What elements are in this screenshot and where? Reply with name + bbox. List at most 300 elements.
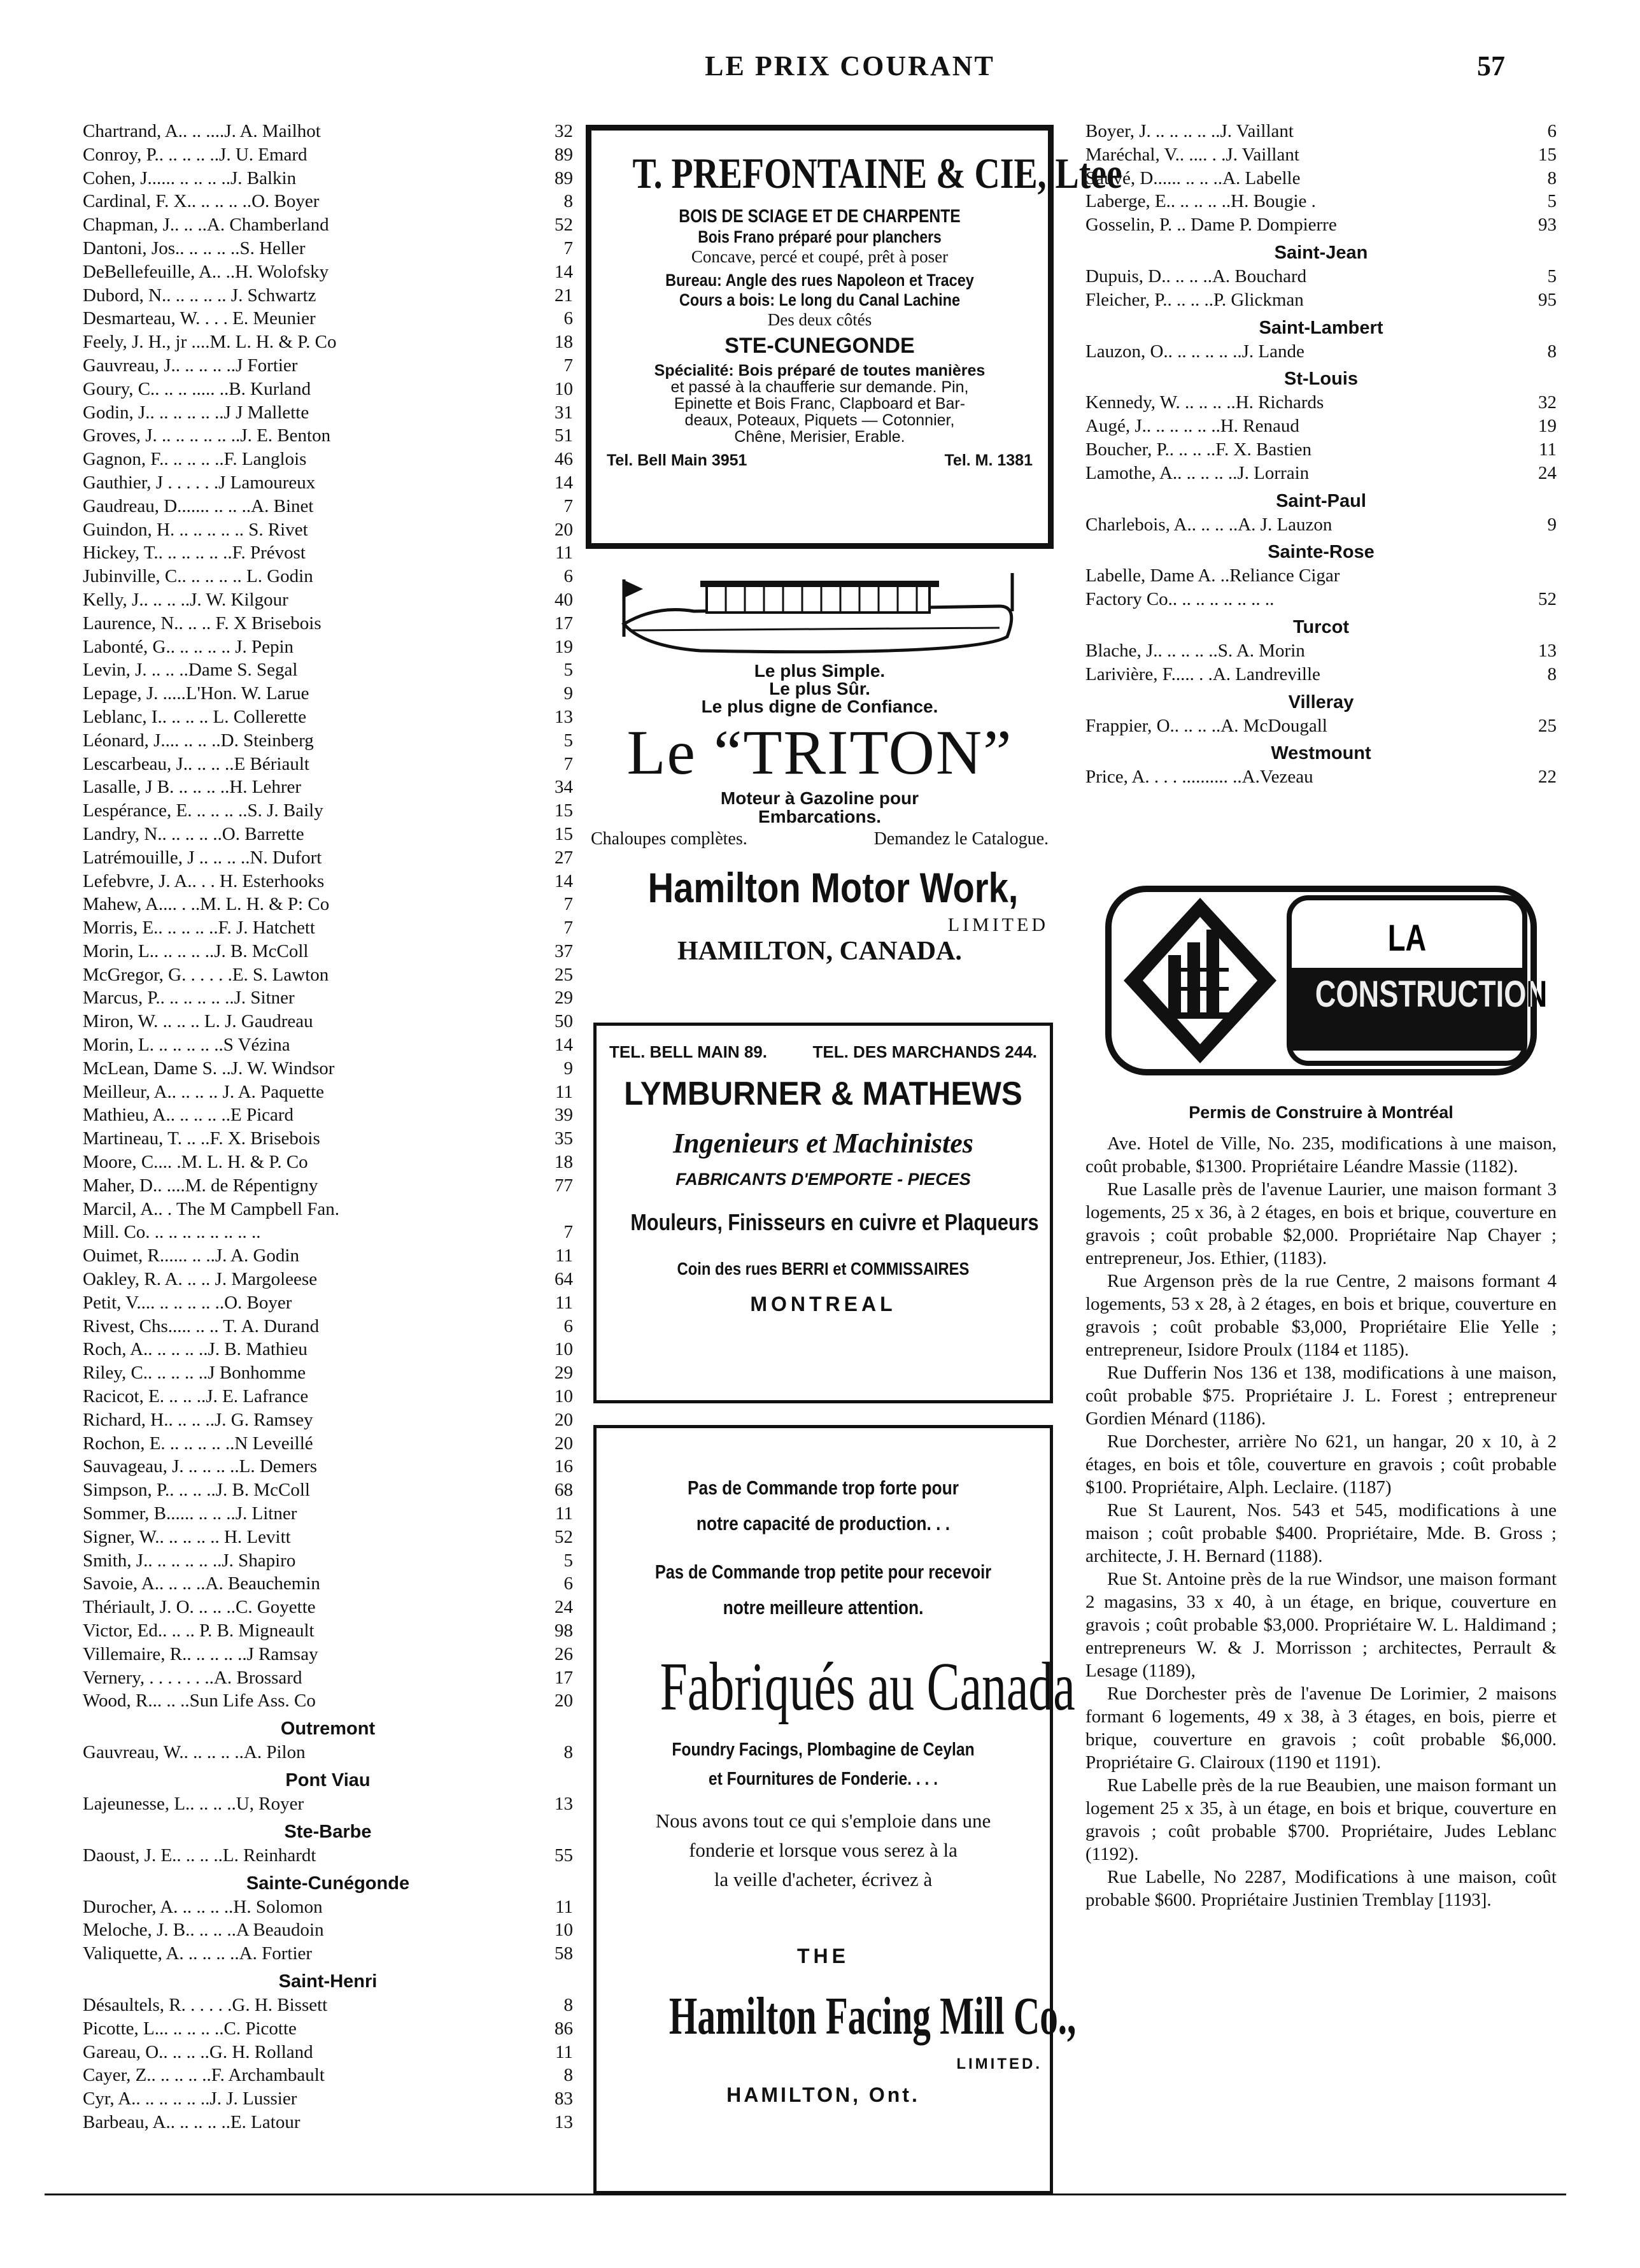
ad-lymburner-city: MONTREAL <box>750 1293 896 1315</box>
permit-list-item <box>83 401 573 425</box>
permit-list-item <box>83 1315 573 1338</box>
amount: 13 <box>555 2111 573 2132</box>
owner-and-contractor: Maréchal, V.. .... . .J. Vaillant <box>1085 144 1299 165</box>
owner-and-contractor: Daoust, J. E.. .. .. ..L. Reinhardt <box>83 1845 316 1866</box>
page-number: 57 <box>1477 50 1505 82</box>
owner-and-contractor: Marcil, A.. . The M Campbell Fan. <box>83 1198 339 1219</box>
permit-list-item <box>83 1081 573 1104</box>
motorboat-illustration <box>618 567 1025 662</box>
amount: 7 <box>563 918 573 939</box>
amount: 6 <box>563 1315 573 1336</box>
permit-list-item <box>83 1619 573 1643</box>
owner-and-contractor: Barbeau, A.. .. .. .. ..E. Latour <box>83 2111 300 2132</box>
ad-triton-chaloupes: Chaloupes complètes. <box>591 829 747 849</box>
permit-list-item <box>1085 639 1557 663</box>
permit-list-item <box>83 1010 573 1033</box>
permit-list-item <box>83 424 573 448</box>
permit-list-item <box>83 565 573 588</box>
section-heading: Villeray <box>1288 691 1354 712</box>
amount: 52 <box>555 1526 573 1547</box>
permit-list-item <box>83 448 573 471</box>
permit-list-item <box>83 1361 573 1385</box>
amount: 32 <box>555 121 573 141</box>
owner-and-contractor: Chartrand, A.. .. ....J. A. Mailhot <box>83 121 321 141</box>
ad-prefontaine-line: Cours a bois: Le long du Canal Lachine <box>679 290 961 309</box>
permit-list-item <box>1085 143 1557 167</box>
permits-articles <box>1085 1132 1557 1911</box>
bottom-rule <box>45 2194 1566 2195</box>
amount: 24 <box>555 1597 573 1618</box>
amount: 6 <box>563 566 573 587</box>
permit-list-item <box>83 986 573 1010</box>
owner-and-contractor: Gauvreau, W.. .. .. .. ..A. Pilon <box>83 1742 306 1763</box>
owner-and-contractor: Latrémouille, J .. .. .. ..N. Dufort <box>83 847 322 868</box>
owner-and-contractor: DeBellefeuille, A.. ..H. Wolofsky <box>83 261 329 282</box>
permit-list-item <box>83 1844 573 1868</box>
permit-list-item <box>83 284 573 308</box>
amount: 8 <box>563 191 573 212</box>
owner-and-contractor: Petit, V.... .. .. .. .. ..O. Boyer <box>83 1292 292 1313</box>
amount: 20 <box>555 1690 573 1712</box>
permit-article: Rue Dufferin Nos 136 et 138, modifications à une maison, coût probable $75. Propriétaire J. L. Forest ; entrepreneur Gordien Ménard (1186). <box>1085 1363 1557 1429</box>
ad-lymburner-fabricants: FABRICANTS D'EMPORTE - PIECES <box>675 1170 971 1189</box>
owner-and-contractor: Durocher, A. .. .. .. ..H. Solomon <box>83 1896 323 1917</box>
amount: 8 <box>563 1742 573 1763</box>
amount: 14 <box>555 472 573 493</box>
permit-list-item <box>83 776 573 799</box>
amount: 58 <box>555 1943 573 1964</box>
owner-and-contractor: Meloche, J. B.. .. .. ..A Beaudoin <box>83 1920 324 1941</box>
ad-hamilton-text: Nous avons tout ce qui s'emploie dans une <box>655 1810 991 1832</box>
permit-list-item <box>83 1455 573 1478</box>
section-heading: Sainte-Cunégonde <box>246 1873 410 1894</box>
ad-hamilton-text: la veille d'acheter, écrivez à <box>714 1868 933 1890</box>
amount: 7 <box>563 355 573 376</box>
owner-and-contractor: Rivest, Chs..... .. .. T. A. Durand <box>83 1315 320 1336</box>
amount: 52 <box>1538 589 1557 610</box>
ad-hamilton-text: notre meilleure attention. <box>723 1596 924 1619</box>
owner-and-contractor: Desmarteau, W. . . . E. Meunier <box>83 308 316 329</box>
owner-and-contractor: Gaudreau, D....... .. .. ..A. Binet <box>83 495 314 516</box>
permit-list-item <box>1085 340 1557 364</box>
left-permits-column <box>83 120 573 2134</box>
owner-and-contractor: Léonard, J.... .. .. ..D. Steinberg <box>83 730 314 751</box>
amount: 40 <box>555 589 573 610</box>
permit-list-item <box>83 120 573 143</box>
owner-and-contractor: Chapman, J.. .. ..A. Chamberland <box>83 215 329 236</box>
amount: 5 <box>563 730 573 751</box>
owner-and-contractor: Savoie, A.. .. .. ..A. Beauchemin <box>83 1573 320 1594</box>
permit-list-item <box>83 963 573 987</box>
amount: 7 <box>563 237 573 259</box>
amount: 55 <box>555 1845 573 1866</box>
permit-list-item <box>83 354 573 378</box>
owner-and-contractor: Dubord, N.. .. .. .. .. J. Schwartz <box>83 285 316 306</box>
permit-list-item <box>83 916 573 940</box>
amount: 24 <box>1538 462 1557 483</box>
owner-and-contractor: Signer, W.. .. .. .. .. H. Levitt <box>83 1526 291 1547</box>
owner-and-contractor: Mahew, A.... . ..M. L. H. & P: Co <box>83 894 330 915</box>
permit-list-item <box>83 1792 573 1816</box>
amount: 13 <box>555 1793 573 1814</box>
permit-list-item <box>83 658 573 682</box>
ad-hamilton-text: fonderie et lorsque vous serez à la <box>689 1839 958 1861</box>
permit-list-item <box>83 330 573 354</box>
owner-and-contractor: Lauzon, O.. .. .. .. .. ..J. Lande <box>1085 341 1304 362</box>
permit-list-item <box>1085 190 1557 213</box>
section-heading: Outremont <box>280 1719 376 1740</box>
owner-and-contractor: Charlebois, A.. .. .. ..A. J. Lauzon <box>1085 514 1332 535</box>
permit-list-item <box>1085 513 1557 537</box>
owner-and-contractor: Désaultels, R. . . . . .G. H. Bissett <box>83 1994 328 2015</box>
amount: 35 <box>555 1128 573 1149</box>
amount: 34 <box>555 777 573 798</box>
permit-list-item <box>83 1244 573 1268</box>
amount: 5 <box>563 660 573 681</box>
owner-and-contractor: Maher, D.. ....M. de Répentigny <box>83 1175 318 1196</box>
owner-and-contractor: Sauvé, D...... .. .. ..A. Labelle <box>1085 167 1301 188</box>
permit-article: Rue St. Antoine près de la rue Windsor, une maison formant 2 magasins, 33 x 40, à un étage, en brique, couverture en gravois ; coût probable $3,000. Propriétaire W. L. Haldimand ; entrepreneurs W. & J. Morrisson ; architectes, Perrault & Lesage (1189), <box>1085 1569 1557 1681</box>
ad-prefontaine-line: deaux, Poteaux, Piquets — Cotonnier, <box>684 411 955 429</box>
permit-list-item <box>83 471 573 495</box>
owner-and-contractor: Factory Co.. .. .. .. .. .. .. .. <box>1085 589 1275 610</box>
amount: 29 <box>555 1363 573 1384</box>
permit-list-item <box>83 1198 573 1221</box>
owner-and-contractor: Gareau, O.. .. .. ..G. H. Rolland <box>83 2041 313 2062</box>
permit-list-item <box>83 1666 573 1690</box>
permit-article: Rue Dorchester près de l'avenue De Lorimier, 2 maisons formant 6 logements, 49 x 38, à 3 étages, en bois, pierre et brique, couverture en gravois ; coût probable $6,000. Propriétaire G. Clairoux (1190 et 1191). <box>1085 1683 1557 1773</box>
amount: 20 <box>555 1433 573 1454</box>
owner-and-contractor: Laberge, E.. .. .. .. ..H. Bougie . <box>1085 191 1316 212</box>
amount: 89 <box>555 167 573 188</box>
permit-list-item <box>83 1478 573 1502</box>
permit-list-item <box>1085 415 1557 438</box>
permit-list-item <box>83 1174 573 1198</box>
permit-list-item <box>83 495 573 518</box>
ad-lymburner-tel-bell: TEL. BELL MAIN 89. <box>609 1042 767 1061</box>
owner-and-contractor: Riley, C.. .. .. .. ..J Bonhomme <box>83 1363 306 1384</box>
permit-list-item <box>83 2041 573 2064</box>
permit-list-item <box>1085 265 1557 288</box>
amount: 5 <box>1547 191 1557 212</box>
owner-and-contractor: Marcus, P.. .. .. .. .. ..J. Sitner <box>83 988 295 1009</box>
permit-list-item <box>83 1291 573 1315</box>
permit-list-item <box>83 1596 573 1619</box>
page-header <box>0 50 1640 88</box>
amount: 25 <box>1538 715 1557 736</box>
owner-and-contractor: Guindon, H. .. .. .. .. .. S. Rivet <box>83 519 308 540</box>
owner-and-contractor: Ouimet, R...... .. ..J. A. Godin <box>83 1245 299 1266</box>
ad-hamilton-facing <box>593 1425 1077 2194</box>
amount: 11 <box>555 1896 573 1917</box>
permit-list-item <box>83 1896 573 1919</box>
section-heading: Pont Viau <box>285 1769 371 1790</box>
amount: 95 <box>1538 289 1557 310</box>
amount: 20 <box>555 519 573 540</box>
owner-and-contractor: Simpson, P.. .. .. ..J. B. McColl <box>83 1480 310 1501</box>
ad-prefontaine-line: Spécialité: Bois préparé de toutes manières <box>654 362 986 379</box>
ad-lymburner-title: LYMBURNER & MATHEWS <box>624 1075 1022 1112</box>
owner-and-contractor: Dupuis, D.. .. .. ..A. Bouchard <box>1085 266 1307 287</box>
section-heading: Sainte-Rose <box>1268 542 1375 563</box>
permit-list-item <box>83 846 573 870</box>
amount: 31 <box>555 402 573 423</box>
ad-triton-slogan: Le plus Simple. <box>754 661 886 681</box>
owner-and-contractor: Lespérance, E. .. .. .. ..S. J. Baily <box>83 800 323 821</box>
permit-list-item <box>83 1103 573 1127</box>
permit-article: Rue Labelle près de la rue Beaubien, une maison formant un logement 25 x 35, à un étage, en bois et brique, couverture en gravois ; coût probable $700. Propriétaire, Judes Leblanc (1192). <box>1085 1775 1557 1864</box>
owner-and-contractor: Meilleur, A.. .. .. .. J. A. Paquette <box>83 1081 325 1102</box>
permit-list-item <box>83 612 573 635</box>
ad-prefontaine-line: Chêne, Merisier, Erable. <box>734 428 905 446</box>
right-permits-column <box>1085 120 1557 789</box>
permit-article: Rue Dorchester, arrière No 621, un hangar, 20 x 10, à 2 étages, en bois et tôle, couverture en gravois ; coût probable $100. Propriétaire, Alph. Leclaire. (1187) <box>1085 1431 1557 1498</box>
permit-list-item <box>83 1385 573 1408</box>
amount: 98 <box>555 1620 573 1641</box>
ad-prefontaine-phones <box>591 451 1048 470</box>
amount: 9 <box>563 683 573 704</box>
permit-list-item <box>83 823 573 846</box>
ad-prefontaine-line: Epinette et Bois Franc, Clapboard et Bar- <box>674 395 966 413</box>
amount: 7 <box>563 894 573 915</box>
permit-article: Rue Argenson près de la rue Centre, 2 maisons formant 4 logements, 53 x 28, à 2 étages, en bois et brique, couverture en gravois ; coût probable $3,000, Propriétaire Elie Yelle ; entrepreneur, Isidore Proulx (1184 et 1185). <box>1085 1271 1557 1360</box>
amount: 15 <box>555 800 573 821</box>
owner-and-contractor: Gosselin, P. .. Dame P. Dompierre <box>1085 215 1337 236</box>
owner-and-contractor: Landry, N.. .. .. .. ..O. Barrette <box>83 823 304 844</box>
amount: 10 <box>555 1386 573 1407</box>
owner-and-contractor: McLean, Dame S. ..J. W. Windsor <box>83 1058 335 1079</box>
permit-list-item <box>83 870 573 893</box>
owner-and-contractor: Oakley, R. A. .. .. J. Margoleese <box>83 1269 318 1290</box>
ad-triton-motor: Moteur à Gazoline pour <box>720 788 919 808</box>
owner-and-contractor: Richard, H.. .. .. ..J. G. Ramsey <box>83 1409 313 1430</box>
amount: 17 <box>555 613 573 634</box>
ad-prefontaine-tel-m: Tel. M. 1381 <box>944 451 1033 469</box>
amount: 14 <box>555 1035 573 1056</box>
amount: 18 <box>555 1152 573 1173</box>
permit-list-item <box>1085 663 1557 686</box>
amount: 8 <box>1547 663 1557 684</box>
amount: 52 <box>555 215 573 236</box>
owner-and-contractor: Racicot, E. .. .. ..J. E. Lafrance <box>83 1386 309 1407</box>
amount: 11 <box>555 1292 573 1313</box>
owner-and-contractor: Blache, J.. .. .. .. ..S. A. Morin <box>1085 640 1305 661</box>
owner-and-contractor: Levin, J. .. .. ..Dame S. Segal <box>83 660 298 681</box>
owner-and-contractor: Price, A. . . . .......... ..A.Vezeau <box>1085 767 1313 788</box>
amount: 50 <box>555 1011 573 1032</box>
amount: 15 <box>1538 144 1557 165</box>
owner-and-contractor: Conroy, P.. .. .. .. ..J. U. Emard <box>83 144 308 165</box>
owner-and-contractor: Lescarbeau, J.. .. .. ..E Bériault <box>83 753 309 774</box>
permit-list-item <box>83 1057 573 1081</box>
ad-triton-info <box>586 826 1054 852</box>
owner-and-contractor: Godin, J.. .. .. .. .. ..J J Mallette <box>83 402 309 423</box>
permit-list-item <box>83 1918 573 1942</box>
ad-prefontaine-line: BOIS DE SCIAGE ET DE CHARPENTE <box>679 206 961 227</box>
ad-prefontaine-tel-bell: Tel. Bell Main 3951 <box>607 451 747 469</box>
owner-and-contractor: Valiquette, A. .. .. .. ..A. Fortier <box>83 1943 313 1964</box>
amount: 26 <box>555 1643 573 1664</box>
permit-article: Ave. Hotel de Ville, No. 235, modifications à une maison, coût probable, $1300. Propriétaire Léandre Massie (1182). <box>1085 1133 1557 1177</box>
la-construction-logo <box>1105 885 1548 1076</box>
owner-and-contractor: Lamothe, A.. .. .. .. ..J. Lorrain <box>1085 462 1310 483</box>
amount: 5 <box>563 1550 573 1571</box>
amount: 19 <box>555 636 573 657</box>
owner-and-contractor: Victor, Ed.. .. .. P. B. Migneault <box>83 1620 315 1641</box>
ad-hamilton-text: Pas de Commande trop forte pour <box>687 1477 959 1499</box>
ad-prefontaine-line: Bois Frano préparé pour planchers <box>698 227 942 246</box>
permit-list-item <box>1085 213 1557 237</box>
permit-list-item <box>1085 167 1557 190</box>
permit-article: Rue St Laurent, Nos. 543 et 545, modifications à une maison ; coût probable $400. Propriétaire, Mde. B. Gross ; architecte, J. H. Bernard (1188). <box>1085 1500 1557 1566</box>
section-heading: St-Louis <box>1284 369 1358 390</box>
owner-and-contractor: Gagnon, F.. .. .. .. ..F. Langlois <box>83 449 307 470</box>
ad-triton-motor: Embarcations. <box>758 807 881 826</box>
permit-list-item <box>83 518 573 542</box>
amount: 64 <box>555 1269 573 1290</box>
owner-and-contractor: Boyer, J. .. .. .. .. ..J. Vaillant <box>1085 121 1294 141</box>
amount: 68 <box>555 1480 573 1501</box>
amount: 7 <box>563 753 573 774</box>
owner-and-contractor: Miron, W. .. .. .. L. J. Gaudreau <box>83 1011 313 1032</box>
owner-and-contractor: Augé, J.. .. .. .. .. ..H. Renaud <box>1085 416 1299 437</box>
amount: 8 <box>563 2065 573 2086</box>
amount: 7 <box>563 495 573 516</box>
amount: 11 <box>555 1081 573 1102</box>
owner-and-contractor: Vernery, . . . . . . ..A. Brossard <box>83 1667 302 1688</box>
amount: 29 <box>555 988 573 1009</box>
owner-and-contractor: Picotte, L... .. .. .. ..C. Picotte <box>83 2018 297 2039</box>
ad-hamilton-big: Fabriqués au Canada <box>660 1649 1075 1725</box>
permit-list-item <box>83 213 573 237</box>
ad-lymburner-mouleurs: Mouleurs, Finisseurs en cuivre et Plaqueurs <box>630 1209 1039 1235</box>
owner-and-contractor: McGregor, G. . . . . .E. S. Lawton <box>83 964 329 985</box>
amount: 15 <box>555 823 573 844</box>
owner-and-contractor: Cardinal, F. X.. .. .. .. ..O. Boyer <box>83 191 320 212</box>
ad-prefontaine-line: et passé à la chaufferie sur demande. Pin, <box>670 378 969 396</box>
ad-prefontaine-title: T. PREFONTAINE & CIE, Ltee <box>632 149 1122 197</box>
permit-list-item <box>83 893 573 916</box>
amount: 27 <box>555 847 573 868</box>
permit-list-item <box>83 1502 573 1526</box>
amount: 8 <box>1547 341 1557 362</box>
ad-hamilton-text: et Fournitures de Fonderie. . . . <box>708 1769 938 1789</box>
owner-and-contractor: Sauvageau, J. .. .. .. ..L. Demers <box>83 1456 318 1477</box>
amount: 5 <box>1547 266 1557 287</box>
permit-list-item <box>83 729 573 753</box>
section-heading: Saint-Henri <box>278 1971 378 1992</box>
amount: 32 <box>1538 392 1557 413</box>
ad-triton-company: Hamilton Motor Work, <box>647 864 1019 911</box>
permit-list-item <box>83 2087 573 2111</box>
owner-and-contractor: Frappier, O.. .. .. ..A. McDougall <box>1085 715 1327 736</box>
owner-and-contractor: Feely, J. H., jr ....M. L. H. & P. Co <box>83 332 337 353</box>
owner-and-contractor: Wood, R... .. ..Sun Life Ass. Co <box>83 1690 316 1712</box>
permit-list-item <box>83 1033 573 1057</box>
ad-hamilton-city: HAMILTON, Ont. <box>726 2083 920 2106</box>
ad-prefontaine-line: STE-CUNEGONDE <box>725 334 915 358</box>
owner-and-contractor: Martineau, T. .. ..F. X. Brisebois <box>83 1128 320 1149</box>
la-construction-wordmark: LA CONSTRUCTION <box>1315 918 1548 1015</box>
section-heading: Saint-Lambert <box>1259 317 1383 338</box>
permit-list-item <box>83 753 573 776</box>
permit-list-item <box>83 2111 573 2134</box>
ad-lymburner-phones <box>597 1042 1050 1062</box>
owner-and-contractor: Lepage, J. .....L'Hon. W. Larue <box>83 683 309 704</box>
permit-list-item <box>1085 120 1557 143</box>
owner-and-contractor: Gauvreau, J.. .. .. .. ..J Fortier <box>83 355 298 376</box>
amount: 11 <box>1539 439 1557 460</box>
permit-list-item <box>83 1151 573 1174</box>
owner-and-contractor: Lajeunesse, L.. .. .. ..U, Royer <box>83 1793 304 1814</box>
permit-list-item <box>83 1741 573 1764</box>
permit-list-item <box>1085 765 1557 789</box>
amount: 7 <box>563 1222 573 1243</box>
permit-list-item <box>83 143 573 167</box>
permit-list-item <box>83 1432 573 1456</box>
owner-and-contractor: Jubinville, C.. .. .. .. .. L. Godin <box>83 566 313 587</box>
ad-triton-catalogue: Demandez le Catalogue. <box>873 829 1049 849</box>
section-heading: Saint-Jean <box>1274 242 1368 263</box>
owner-and-contractor: Moore, C.... .M. L. H. & P. Co <box>83 1152 308 1173</box>
owner-and-contractor: Rochon, E. .. .. .. .. ..N Leveillé <box>83 1433 313 1454</box>
section-heading: Westmount <box>1271 743 1371 764</box>
amount: 46 <box>555 449 573 470</box>
ad-hamilton-limited: LIMITED. <box>956 2055 1042 2073</box>
owner-and-contractor: Hickey, T.. .. .. .. .. ..F. Prévost <box>83 542 306 563</box>
ad-prefontaine-line: Des deux côtés <box>767 310 872 329</box>
permit-list-item <box>83 1994 573 2017</box>
permit-list-item <box>83 1268 573 1291</box>
ad-lymburner <box>593 1023 1053 1403</box>
section-heading: Saint-Paul <box>1276 490 1366 511</box>
permit-list-item <box>83 1572 573 1596</box>
amount: 89 <box>555 144 573 165</box>
amount: 10 <box>555 1339 573 1360</box>
permit-list-item <box>83 2064 573 2087</box>
permit-list-item <box>1085 588 1557 611</box>
owner-and-contractor: Labonté, G.. .. .. .. .. J. Pepin <box>83 636 294 657</box>
ad-triton-title: Le “TRITON” <box>626 717 1013 788</box>
permit-list-item <box>83 1942 573 1966</box>
amount: 11 <box>555 1503 573 1524</box>
permit-article: Rue Labelle, No 2287, Modifications à une maison, coût probable $600. Propriétaire Justinien Tremblay [1193]. <box>1085 1867 1557 1910</box>
permit-list-item <box>1085 462 1557 485</box>
owner-and-contractor: Kelly, J.. .. .. ..J. W. Kilgour <box>83 589 288 610</box>
owner-and-contractor: Goury, C.. .. .. ..... ..B. Kurland <box>83 378 311 399</box>
amount: 86 <box>555 2018 573 2039</box>
amount: 14 <box>555 261 573 282</box>
ad-hamilton-company: Hamilton Facing Mill Co., <box>668 1987 1077 2046</box>
ad-triton-slogan: Le plus Sûr. <box>769 679 870 698</box>
owner-and-contractor: Villemaire, R.. .. .. .. ..J Ramsay <box>83 1643 318 1664</box>
owner-and-contractor: Fleicher, P.. .. .. ..P. Glickman <box>1085 289 1304 310</box>
permit-list-item <box>1085 564 1557 588</box>
permit-list-item <box>83 940 573 963</box>
amount: 6 <box>563 308 573 329</box>
owner-and-contractor: Morris, E.. .. .. .. ..F. J. Hatchett <box>83 918 315 939</box>
owner-and-contractor: Dantoni, Jos.. .. .. .. ..S. Heller <box>83 237 306 259</box>
permit-article: Rue Lasalle près de l'avenue Laurier, une maison formant 3 logements, 25 x 36, à 2 étages, en bois et brique, couverture en gravois ; coût probable $2,000. Propriétaire Nap Chayer ; entrepreneur, Jos. Ethier, (1183). <box>1085 1179 1557 1268</box>
permit-list-item <box>83 682 573 705</box>
ad-prefontaine-line: Concave, percé et coupé, prêt à poser <box>691 247 949 266</box>
amount: 17 <box>555 1667 573 1688</box>
permit-list-item <box>83 190 573 213</box>
ad-hamilton-text: Pas de Commande trop petite pour recevoir <box>654 1561 992 1583</box>
permit-list-item <box>83 1408 573 1432</box>
ad-prefontaine <box>586 125 1122 549</box>
owner-and-contractor: Boucher, P.. .. .. ..F. X. Bastien <box>1085 439 1311 460</box>
